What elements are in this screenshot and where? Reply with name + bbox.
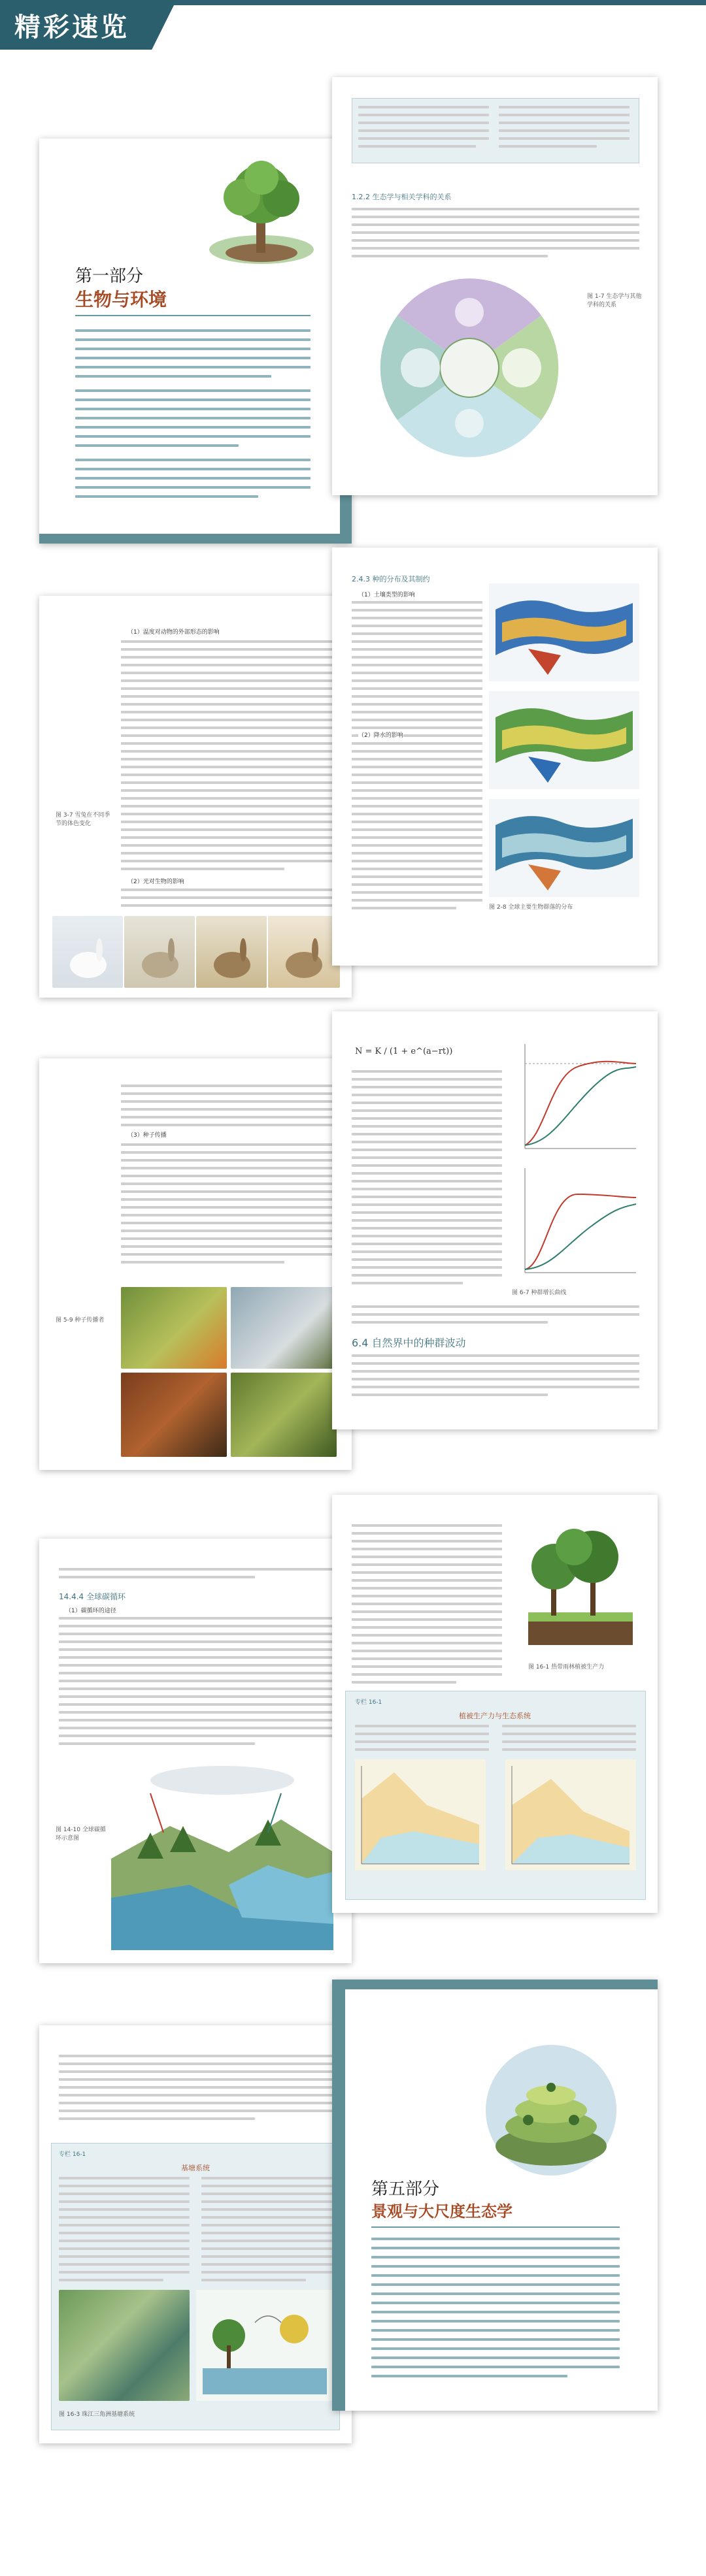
world-maps xyxy=(489,583,639,897)
subheading-2: （2）降水的影响 xyxy=(358,730,403,739)
part-label: 第一部分 xyxy=(75,267,144,286)
svg-text:N = K / (1 + e^(a−rt)): N = K / (1 + e^(a−rt)) xyxy=(355,1047,453,1056)
book-page-3 xyxy=(39,596,352,998)
subheading: （3）种子传播 xyxy=(127,1132,167,1139)
figure-caption: 图 1-7 生态学与其他学科的关系 xyxy=(587,293,642,308)
photo-ant xyxy=(121,1373,227,1457)
productivity-charts xyxy=(355,1759,636,1877)
box-label: 专栏 16-1 xyxy=(59,2151,86,2158)
seed-dispersal-photos xyxy=(121,1287,337,1457)
box-title: 植被生产力与生态系统 xyxy=(459,1712,531,1720)
header xyxy=(0,0,706,78)
forest-illustration xyxy=(515,1521,639,1658)
book-page-9 xyxy=(39,2025,352,2443)
discipline-diagram xyxy=(358,270,574,466)
book-page-7 xyxy=(39,1539,352,1963)
part-title: 景观与大尺度生态学 xyxy=(371,2202,513,2221)
dike-pond-figure xyxy=(59,2290,332,2401)
section-heading: 1.2.2 生态学与相关学科的关系 xyxy=(352,193,452,201)
tree-illustration xyxy=(203,158,320,269)
box-title: 基塘系统 xyxy=(181,2164,210,2172)
landscape-illustration xyxy=(482,2042,620,2179)
book-page-4 xyxy=(332,547,658,966)
aerial-photo xyxy=(59,2290,190,2401)
figure-caption: 图 16-3 珠江三角洲基塘系统 xyxy=(59,2411,135,2418)
section-heading: 2.4.3 种的分布及其制约 xyxy=(352,575,430,583)
page-title: 精彩速览 xyxy=(14,12,129,42)
figure-caption: 图 14-10 全球碳循环示意图 xyxy=(56,1827,106,1842)
figure-caption: 图 2-8 全球主要生物群落的分布 xyxy=(489,904,573,911)
book-page-5 xyxy=(39,1058,352,1470)
title-rule xyxy=(75,315,311,316)
carbon-cycle-diagram xyxy=(111,1754,333,1950)
book-page-6 xyxy=(332,1011,658,1429)
photo-bird-2 xyxy=(231,1287,337,1369)
figure-caption: 图 6-7 种群增长曲线 xyxy=(512,1290,567,1296)
hare-photo-strip xyxy=(52,916,340,988)
book-page-part-one xyxy=(39,139,352,544)
book-page-8 xyxy=(332,1495,658,1913)
formula xyxy=(355,1037,460,1064)
growth-curve-charts xyxy=(512,1037,639,1286)
part-title: 生物与环境 xyxy=(75,289,167,310)
subheading-1: （1）土壤类型的影响 xyxy=(358,592,415,598)
book-page-part-five xyxy=(332,1980,658,2411)
figure-caption: 图 5-9 种子传播者 xyxy=(56,1317,105,1324)
title-rule xyxy=(371,2226,620,2228)
map-b xyxy=(489,691,639,789)
subheading: （1）碳循环的途径 xyxy=(65,1608,116,1614)
map-a xyxy=(489,583,639,681)
section-heading: 6.4 自然界中的种群波动 xyxy=(352,1337,466,1349)
box-label: 专栏 16-1 xyxy=(355,1699,382,1706)
subheading-1: （1）温度对动物的外部形态的影响 xyxy=(127,629,220,636)
section-heading: 14.4.4 全球碳循环 xyxy=(59,1592,126,1601)
photo-bird-1 xyxy=(121,1287,227,1369)
book-page-2 xyxy=(332,77,658,495)
part-label: 第五部分 xyxy=(371,2179,440,2199)
subheading-2: （2）光对生物的影响 xyxy=(127,879,184,885)
photo-squirrel xyxy=(231,1373,337,1457)
figure-caption: 图 3-7 雪兔在不同季节的体色变化 xyxy=(56,812,110,827)
figure-caption: 图 16-1 热带雨林植被生产力 xyxy=(528,1664,605,1671)
map-c xyxy=(489,799,639,897)
